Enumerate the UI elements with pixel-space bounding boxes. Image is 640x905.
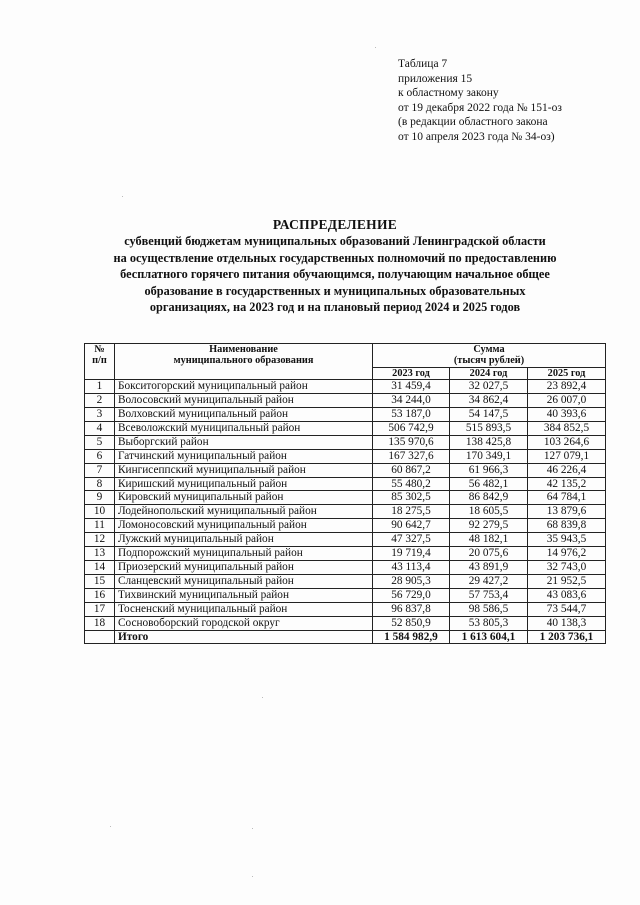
- amount-2024: 56 482,1: [450, 477, 528, 491]
- amount-2024: 29 427,2: [450, 574, 528, 588]
- municipality-name: Подпорожский муниципальный район: [115, 547, 373, 561]
- amount-2024: 54 147,5: [450, 408, 528, 422]
- municipality-name: Бокситогорский муниципальный район: [115, 380, 373, 394]
- amount-2024: 18 605,5: [450, 505, 528, 519]
- amount-2024: 98 586,5: [450, 602, 528, 616]
- amount-2025: 42 135,2: [528, 477, 606, 491]
- municipality-name: Лодейнопольский муниципальный район: [115, 505, 373, 519]
- amount-2024: 57 753,4: [450, 588, 528, 602]
- appendix-note-line: к областному закону: [398, 87, 499, 100]
- header-number: [85, 344, 115, 380]
- amount-2023: 56 729,0: [373, 588, 450, 602]
- table-row: [85, 588, 606, 602]
- row-number: 13: [85, 547, 115, 561]
- table-row: [85, 380, 606, 394]
- amount-2024: 20 075,6: [450, 547, 528, 561]
- row-number: 17: [85, 602, 115, 616]
- total-number: [85, 630, 115, 644]
- municipality-name: Кировский муниципальный район: [115, 491, 373, 505]
- amount-2025: 384 852,5: [528, 421, 606, 435]
- table-row: [85, 616, 606, 630]
- table-row: [85, 602, 606, 616]
- distribution-table: [84, 343, 606, 644]
- amount-2023: 47 327,5: [373, 533, 450, 547]
- title-line: бесплатного горячего питания обучающимся, получающим начальное общее: [120, 267, 550, 282]
- amount-2025: 73 544,7: [528, 602, 606, 616]
- appendix-note: [398, 57, 562, 145]
- table-row: [85, 574, 606, 588]
- amount-2024: 138 425,8: [450, 435, 528, 449]
- header-name-line: Наименование: [209, 344, 278, 355]
- amount-2025: 43 083,6: [528, 588, 606, 602]
- appendix-note-line: от 10 апреля 2023 года № 34-оз): [398, 130, 555, 143]
- table-row: [85, 449, 606, 463]
- appendix-note-line: Таблица 7: [398, 58, 448, 70]
- header-number-symbol: №: [94, 344, 105, 355]
- header-sum-unit: (тысяч рублей): [453, 355, 525, 367]
- table-row: [85, 519, 606, 533]
- municipality-name: Тихвинский муниципальный район: [115, 588, 373, 602]
- row-number: 4: [85, 421, 115, 435]
- header-year: 2025 год: [528, 367, 606, 379]
- row-number: 8: [85, 477, 115, 491]
- row-number: 15: [85, 574, 115, 588]
- amount-2025: 40 138,3: [528, 616, 606, 630]
- amount-2025: 32 743,0: [528, 561, 606, 575]
- amount-2024: 48 182,1: [450, 533, 528, 547]
- total-2023: 1 584 982,9: [373, 630, 450, 644]
- appendix-note-line: (в редакции областного закона: [398, 116, 548, 129]
- municipality-name: Сосновоборский городской округ: [115, 616, 373, 630]
- table-row: [85, 533, 606, 547]
- amount-2023: 43 113,4: [373, 561, 450, 575]
- title-line: организациях, на 2023 год и на плановый период 2024 и 2025 годов: [149, 300, 521, 315]
- table-row: [85, 491, 606, 505]
- title-line: на осуществление отдельных государственных полномочий по предоставлению: [113, 250, 557, 265]
- amount-2024: 92 279,5: [450, 519, 528, 533]
- amount-2025: 40 393,6: [528, 408, 606, 422]
- amount-2023: 60 867,2: [373, 463, 450, 477]
- amount-2025: 127 079,1: [528, 449, 606, 463]
- header-sum: [373, 344, 606, 368]
- header-year: 2024 год: [450, 367, 528, 379]
- amount-2025: 68 839,8: [528, 519, 606, 533]
- municipality-name: Волховский муниципальный район: [115, 408, 373, 422]
- amount-2025: 23 892,4: [528, 380, 606, 394]
- amount-2025: 14 976,2: [528, 547, 606, 561]
- amount-2023: 85 302,5: [373, 491, 450, 505]
- municipality-name: Ломоносовский муниципальный район: [115, 519, 373, 533]
- total-2024: 1 613 604,1: [450, 630, 528, 644]
- amount-2023: 18 275,5: [373, 505, 450, 519]
- header-number-abbr: п/п: [92, 355, 107, 367]
- row-number: 6: [85, 449, 115, 463]
- amount-2025: 103 264,6: [528, 435, 606, 449]
- amount-2023: 34 244,0: [373, 394, 450, 408]
- row-number: 5: [85, 435, 115, 449]
- amount-2024: 43 891,9: [450, 561, 528, 575]
- amount-2023: 55 480,2: [373, 477, 450, 491]
- amount-2023: 96 837,8: [373, 602, 450, 616]
- municipality-name: Тосненский муниципальный район: [115, 602, 373, 616]
- municipality-name: Выборгский район: [115, 435, 373, 449]
- amount-2025: 46 226,4: [528, 463, 606, 477]
- header-name-line: муниципального образования: [173, 355, 314, 367]
- title-heading: РАСПРЕДЕЛЕНИЕ: [272, 217, 398, 232]
- table-row: [85, 561, 606, 575]
- amount-2023: 53 187,0: [373, 408, 450, 422]
- table-row: [85, 394, 606, 408]
- amount-2024: 32 027,5: [450, 380, 528, 394]
- title-line: образование в государственных и муниципальных образовательных: [144, 283, 526, 298]
- amount-2023: 28 905,3: [373, 574, 450, 588]
- table-row: [85, 477, 606, 491]
- row-number: 1: [85, 380, 115, 394]
- row-number: 3: [85, 408, 115, 422]
- amount-2025: 21 952,5: [528, 574, 606, 588]
- amount-2025: 64 784,1: [528, 491, 606, 505]
- document-title: [60, 216, 610, 316]
- municipality-name: Всеволожский муниципальный район: [115, 421, 373, 435]
- header-sum-line: Сумма: [473, 344, 505, 355]
- amount-2024: 86 842,9: [450, 491, 528, 505]
- amount-2023: 19 719,4: [373, 547, 450, 561]
- amount-2024: 515 893,5: [450, 421, 528, 435]
- header-name: [115, 344, 373, 380]
- amount-2024: 53 805,3: [450, 616, 528, 630]
- municipality-name: Приозерский муниципальный район: [115, 561, 373, 575]
- municipality-name: Сланцевский муниципальный район: [115, 574, 373, 588]
- municipality-name: Гатчинский муниципальный район: [115, 449, 373, 463]
- amount-2023: 31 459,4: [373, 380, 450, 394]
- appendix-note-line: приложения 15: [398, 72, 473, 85]
- amount-2023: 506 742,9: [373, 421, 450, 435]
- amount-2025: 13 879,6: [528, 505, 606, 519]
- amount-2024: 61 966,3: [450, 463, 528, 477]
- amount-2025: 26 007,0: [528, 394, 606, 408]
- table-row: [85, 435, 606, 449]
- total-2025: 1 203 736,1: [528, 630, 606, 644]
- row-number: 2: [85, 394, 115, 408]
- municipality-name: Киришский муниципальный район: [115, 477, 373, 491]
- table-body: [85, 380, 606, 644]
- row-number: 18: [85, 616, 115, 630]
- amount-2024: 34 862,4: [450, 394, 528, 408]
- amount-2023: 135 970,6: [373, 435, 450, 449]
- municipality-name: Кингисеппский муниципальный район: [115, 463, 373, 477]
- row-number: 16: [85, 588, 115, 602]
- row-number: 14: [85, 561, 115, 575]
- table-row: [85, 547, 606, 561]
- amount-2025: 35 943,5: [528, 533, 606, 547]
- header-year: 2023 год: [373, 367, 450, 379]
- table-row: [85, 421, 606, 435]
- amount-2024: 170 349,1: [450, 449, 528, 463]
- amount-2023: 90 642,7: [373, 519, 450, 533]
- table-row: [85, 408, 606, 422]
- amount-2023: 167 327,6: [373, 449, 450, 463]
- row-number: 7: [85, 463, 115, 477]
- table-row: [85, 505, 606, 519]
- table-row: [85, 463, 606, 477]
- municipality-name: Лужский муниципальный район: [115, 533, 373, 547]
- row-number: 10: [85, 505, 115, 519]
- row-number: 12: [85, 533, 115, 547]
- amount-2023: 52 850,9: [373, 616, 450, 630]
- total-row: [85, 630, 606, 644]
- row-number: 9: [85, 491, 115, 505]
- municipality-name: Волосовский муниципальный район: [115, 394, 373, 408]
- row-number: 11: [85, 519, 115, 533]
- appendix-note-line: от 19 декабря 2022 года № 151-оз: [398, 101, 562, 114]
- total-label: Итого: [115, 630, 373, 644]
- title-line: субвенций бюджетам муниципальных образований Ленинградской области: [124, 234, 546, 248]
